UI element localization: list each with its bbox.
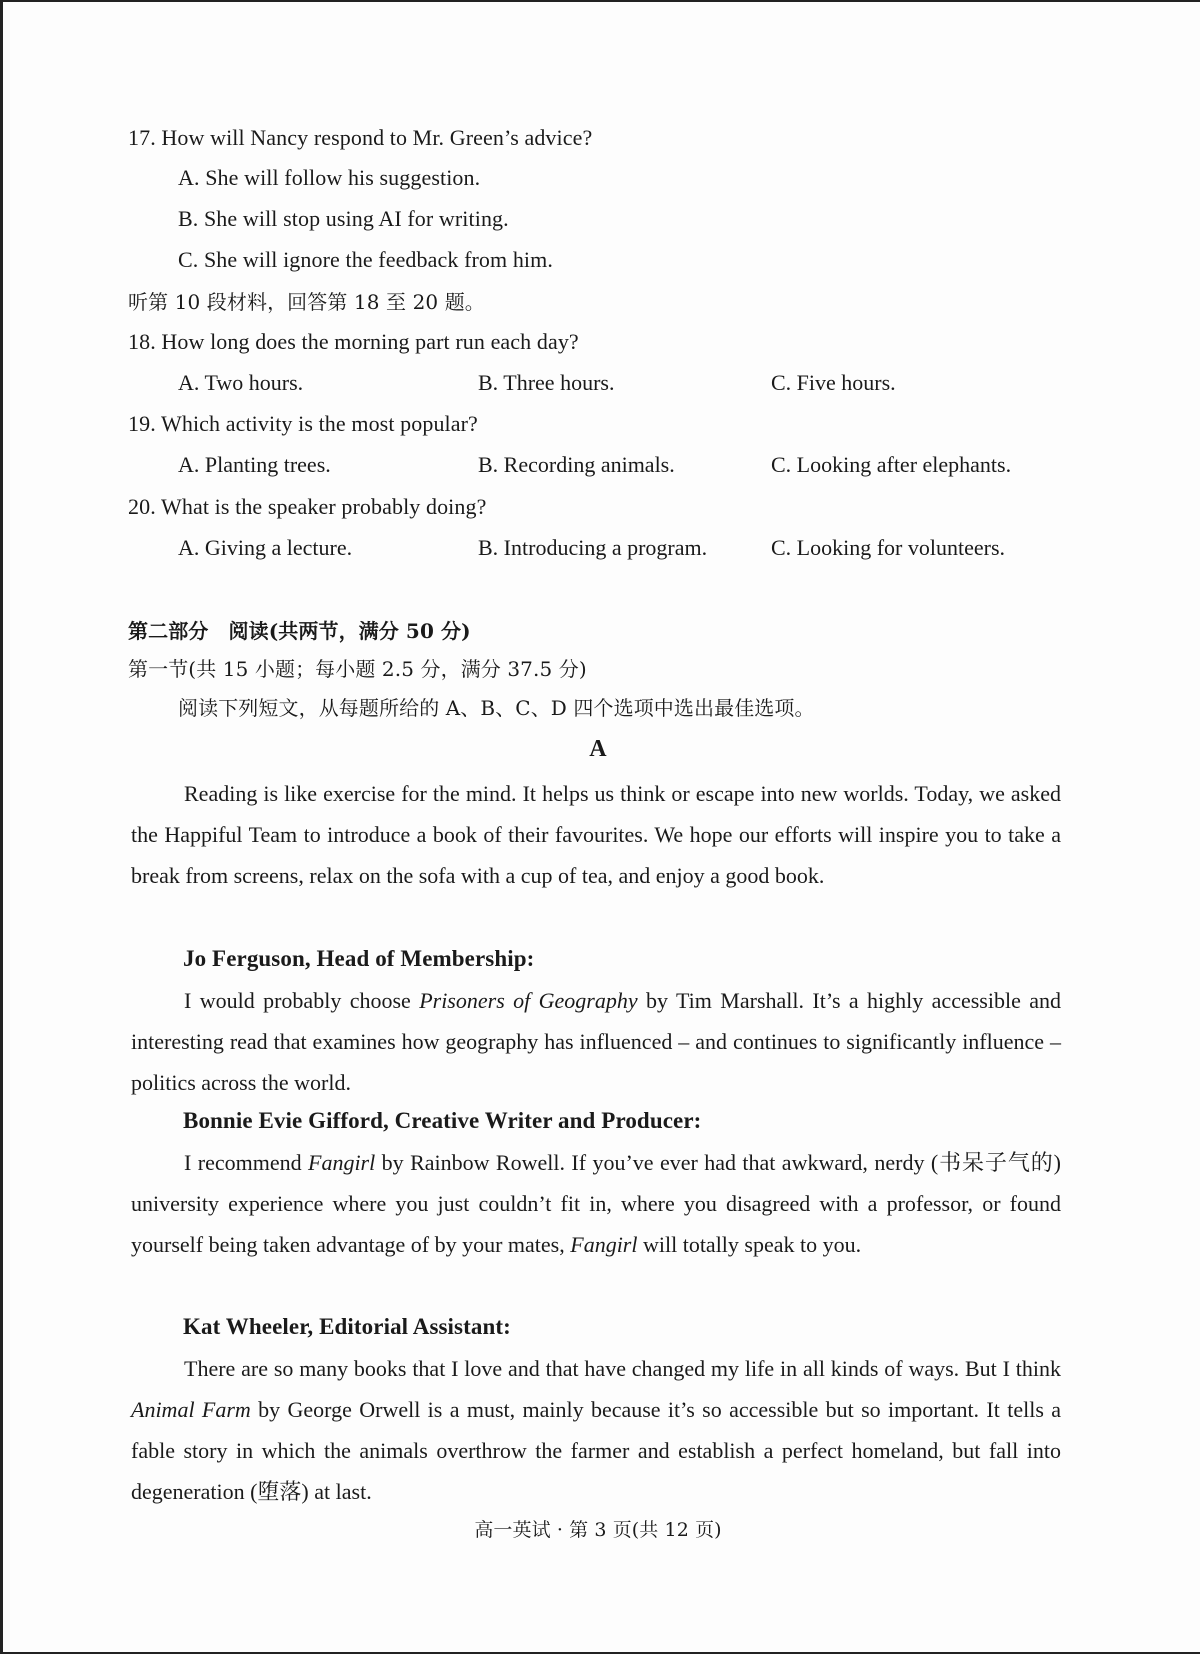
person-1-book-title: Prisoners of Geography	[419, 988, 638, 1013]
person-1-text-pre: I would probably choose	[184, 988, 420, 1013]
passage-letter: A	[589, 736, 607, 762]
person-3-book-title: Animal Farm	[131, 1397, 251, 1422]
reading-part-title: 第二部分 阅读(共两节，满分 50 分)	[128, 619, 471, 643]
passage-intro-paragraph	[131, 773, 1061, 896]
person-2-heading: Bonnie Evie Gifford, Creative Writer and Producer:	[183, 1108, 702, 1133]
person-2-book-title-repeat: Fangirl	[570, 1232, 638, 1257]
person-2-text-post: will totally speak to you.	[637, 1232, 862, 1257]
person-1-paragraph	[131, 980, 1061, 1103]
person-1-heading: Jo Ferguson, Head of Membership:	[183, 946, 535, 971]
question-20-option-b: B. Introducing a program.	[478, 535, 708, 560]
person-3-text-pre: There are so many books that I love and that have changed my life in all kinds of ways. But I think	[184, 1356, 1061, 1381]
question-18-option-a: A. Two hours.	[178, 370, 304, 395]
listening-instruction-10: 听第 10 段材料，回答第 18 至 20 题。	[128, 290, 485, 314]
question-20-option-c: C. Looking for volunteers.	[771, 535, 1006, 560]
person-2-book-title: Fangirl	[308, 1150, 376, 1175]
question-17-stem: 17. How will Nancy respond to Mr. Green’s advice?	[128, 125, 593, 150]
question-20-option-a: A. Giving a lecture.	[178, 535, 353, 560]
question-18-stem: 18. How long does the morning part run each day?	[128, 329, 579, 354]
question-20-stem: 20. What is the speaker probably doing?	[128, 494, 487, 519]
person-3-paragraph	[131, 1348, 1061, 1512]
question-19-option-a: A. Planting trees.	[178, 452, 331, 477]
reading-section-title: 第一节(共 15 小题；每小题 2.5 分，满分 37.5 分)	[128, 657, 587, 681]
question-19-stem: 19. Which activity is the most popular?	[128, 411, 478, 436]
question-19-option-c: C. Looking after elephants.	[771, 452, 1012, 477]
person-2-text-mid: by Rainbow Rowell. If you’ve ever had that awkward, nerdy (书呆子气的) university experience where you just couldn’t fit in, where you disagreed with a professor, or found yourself being taken advantage of by your mates,	[131, 1150, 1061, 1257]
person-3-text-post: by George Orwell is a must, mainly because it’s so accessible but so important. It tells a fable story in which the animals overthrow the farmer and establish a perfect homeland, but fall into degeneration (堕落) at last.	[131, 1397, 1062, 1504]
passage-intro-text: Reading is like exercise for the mind. It helps us think or escape into new worlds. Today, we asked the Happiful Team to introduce a book of their favourites. We hope our efforts will inspire you to take a break from screens, relax on the sofa with a cup of tea, and enjoy a good book.	[131, 781, 1061, 888]
question-18-option-b: B. Three hours.	[478, 370, 615, 395]
person-3-heading: Kat Wheeler, Editorial Assistant:	[183, 1314, 511, 1339]
reading-instruction: 阅读下列短文，从每题所给的 A、B、C、D 四个选项中选出最佳选项。	[178, 696, 815, 720]
question-17-option-a: A. She will follow his suggestion.	[178, 165, 481, 190]
question-17-option-c: C. She will ignore the feedback from him.	[178, 247, 553, 272]
page-footer: 高一英试 · 第 3 页(共 12 页)	[474, 1519, 722, 1541]
question-17-option-b: B. She will stop using AI for writing.	[178, 206, 509, 231]
person-2-paragraph	[131, 1142, 1061, 1265]
question-18-option-c: C. Five hours.	[771, 370, 896, 395]
person-2-text-pre: I recommend	[184, 1150, 308, 1175]
person-1-text-post: by Tim Marshall. It’s a highly accessible and interesting read that examines how geography has influenced – and continues to significantly influence – politics across the world.	[131, 988, 1061, 1095]
question-19-option-b: B. Recording animals.	[478, 452, 675, 477]
